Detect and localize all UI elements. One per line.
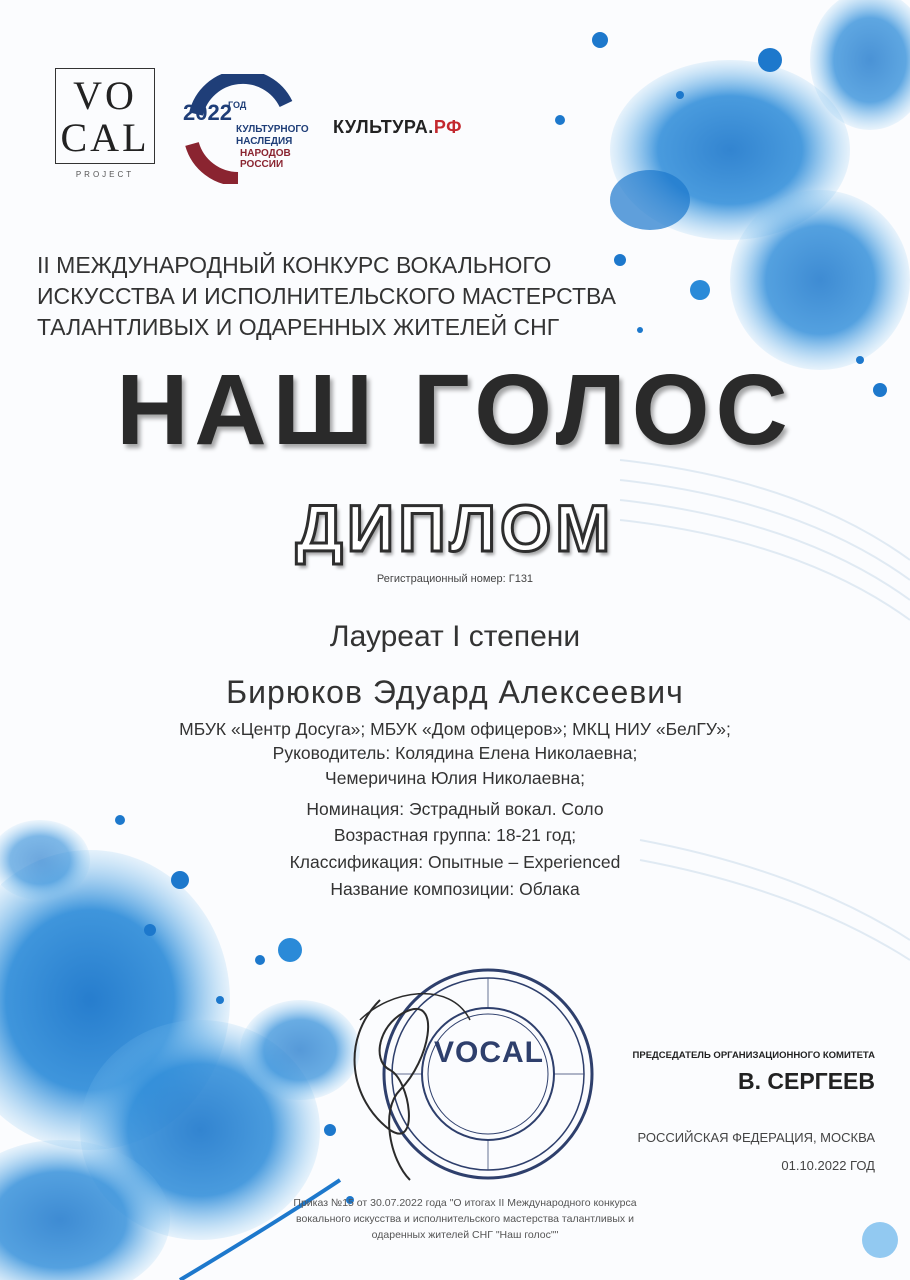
classification-line: Классификация: Опытные – Experienced <box>289 852 621 872</box>
issue-date: 01.10.2022 ГОД <box>781 1158 875 1173</box>
handwritten-signature <box>320 960 500 1190</box>
heritage-line-3a: НАРОДОВ <box>240 148 291 159</box>
award-rank: Лауреат I степени <box>329 620 581 653</box>
supervisor-line: Руководитель: Колядина Елена Николаевна; <box>272 743 638 763</box>
contest-title-line3: ТАЛАНТЛИВЫХ И ОДАРЕННЫХ ЖИТЕЛЕЙ СНГ <box>37 314 560 340</box>
heritage-line-3b: РОССИИ <box>240 159 284 170</box>
order-line3: одаренных жителей СНГ "Наш голос"" <box>371 1229 559 1241</box>
supervisor-line-2: Чемеричина Юлия Николаевна; <box>325 768 585 788</box>
kultura-rf-logo <box>333 117 462 138</box>
order-line2: вокального искусства и исполнительского мастерства талантливых и <box>296 1213 634 1225</box>
contest-title <box>37 250 677 343</box>
seal-center-text: VOCAL <box>434 1036 544 1069</box>
kultura-rf: РФ <box>433 117 462 137</box>
heritage-year-number: 2022 <box>183 100 232 125</box>
main-title: НАШ ГОЛОС <box>116 354 794 466</box>
vocal-logo-line1: VO <box>73 73 137 118</box>
heritage-line-2a: КУЛЬТУРНОГО <box>236 124 309 135</box>
heritage-peoples-label <box>240 148 291 170</box>
registration-number: Регистрационный номер: Г131 <box>376 573 534 585</box>
kultura-main: КУЛЬТУРА. <box>333 117 434 137</box>
order-line1: Приказ №15 от 30.07.2022 года "О итогах II Международного конкурса <box>293 1197 637 1209</box>
heritage-line-2b: НАСЛЕДИЯ <box>236 136 293 147</box>
vocal-logo-line2: CAL <box>60 115 150 160</box>
nomination-line: Номинация: Эстрадный вокал. Соло <box>306 799 604 819</box>
heritage-culture-label <box>236 124 309 148</box>
organization-line: МБУК «Центр Досуга»; МБУК «Дом офицеров»; МКЦ НИУ «БелГУ»; <box>179 719 731 739</box>
composition-line: Название композиции: Облака <box>330 879 580 899</box>
vocal-project-logo <box>55 68 155 164</box>
contest-title-line1: II МЕЖДУНАРОДНЫЙ КОНКУРС ВОКАЛЬНОГО <box>37 252 552 278</box>
vocal-logo-subtitle: PROJECT <box>75 170 135 179</box>
recipient-name: Бирюков Эдуард Алексеевич <box>226 674 684 710</box>
committee-chair-label: ПРЕДСЕДАТЕЛЬ ОРГАНИЗАЦИОННОГО КОМИТЕТА <box>632 1050 875 1061</box>
heritage-year-word: ГОД <box>228 100 247 110</box>
order-reference <box>250 1195 680 1243</box>
issue-location: РОССИЙСКАЯ ФЕДЕРАЦИЯ, МОСКВА <box>637 1130 875 1145</box>
contest-title-line2: ИСКУССТВА И ИСПОЛНИТЕЛЬСКОГО МАСТЕРСТВА <box>37 283 616 309</box>
age-group-line: Возрастная группа: 18-21 год; <box>333 825 577 845</box>
diploma-title: ДИПЛОМ <box>295 491 615 565</box>
committee-chair-name: В. СЕРГЕЕВ <box>737 1068 875 1094</box>
